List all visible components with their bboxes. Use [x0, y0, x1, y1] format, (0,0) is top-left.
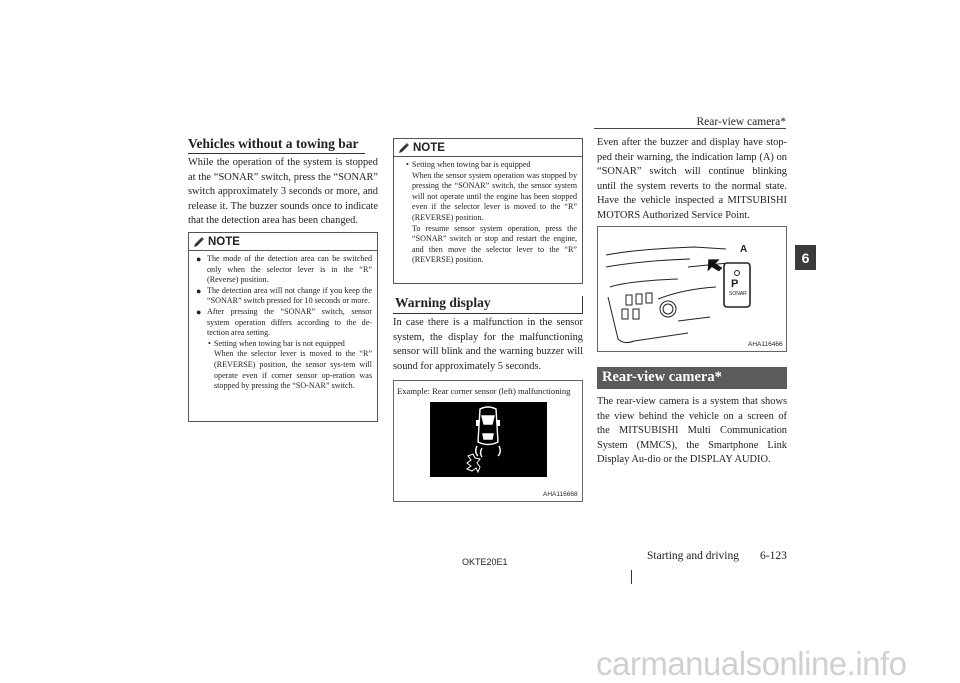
section-text-towing-bar: While the operation of the system is stopped at the “SONAR” switch, press the “SONAR” switch approximately 3 seconds or more, and release it. The buzzer sounds once to indicate that the detection area has been changed. — [188, 157, 378, 227]
section-title-warning-display: Warning display — [395, 295, 491, 310]
note-body — [189, 251, 377, 396]
header-title: Rear-view camera* — [696, 116, 786, 128]
note-box-detection-area — [188, 232, 378, 422]
sub-bullet-icon: • — [208, 338, 211, 348]
section-text-warning-display: In case there is a malfunction in the sensor system, the display for the malfunctioning sensor will blink and the warning buzzer will sound for approximately 5 seconds. — [393, 317, 583, 372]
header-rule — [594, 128, 786, 129]
note-sub-text: When the selector lever is moved to the “R” (REVERSE) position, the sensor sys-tem will operate even if corner sensor op-eration was stopped by pressing the “SO-NAR” switch. — [214, 349, 372, 391]
note-sub-heading: • Setting when towing bar is not equipped — [208, 338, 345, 348]
section-title-tick — [582, 296, 583, 314]
chapter-tab: 6 — [795, 245, 816, 270]
note-pencil-icon — [398, 142, 410, 154]
figure-sensor-malfunction — [393, 380, 583, 502]
footer-doc-code: OKTE20E1 — [462, 557, 508, 567]
note-pencil-icon — [193, 236, 205, 248]
section-title-rear-view-camera: Rear-view camera* — [597, 367, 787, 389]
sonar-switch-label: SONAR — [729, 291, 747, 297]
section-title-underline — [393, 313, 583, 314]
note-body — [394, 157, 582, 270]
callout-label-a: A — [740, 244, 748, 255]
sonar-switch-panel-illustration — [598, 227, 786, 351]
note-header — [189, 233, 377, 251]
footer-page-number: 6-123 — [760, 550, 787, 562]
section-title-towing-bar: Vehicles without a towing bar — [188, 136, 359, 151]
note-box-towing-bar — [393, 138, 583, 284]
sub-bullet-icon: • — [406, 160, 409, 169]
note-item: ● After pressing the “SONAR” switch, sensor system operation differs according to the de-tection area setting. — [196, 306, 372, 338]
figure-code: AHA116466 — [748, 341, 783, 348]
note-item: ● The mode of the detection area can be switched only when the selector lever is in the “R” (Reverse) position. — [196, 254, 372, 285]
display-screen — [430, 402, 547, 477]
car-sensor-icon — [430, 402, 547, 477]
figure-caption: Example: Rear corner sensor (left) malfunctioning — [397, 386, 571, 396]
bullet-icon: ● — [196, 306, 202, 317]
note-item: ● The detection area will not change if you keep the “SONAR” switch pressed for 10 seconds or more. — [196, 285, 372, 306]
bullet-icon: ● — [196, 254, 202, 264]
section-text-indication-lamp: Even after the buzzer and display have stop-ped their warning, the indication lamp (A) on “SONAR” switch will continue blinking until the system reverts to the normal state. Have the vehicle inspected a MITSUBISHI MOTORS Authorized Service Point. — [597, 137, 787, 221]
watermark: carmanualsonline.info — [596, 645, 907, 682]
note-sub-text: When the sensor system operation was stopped by pressing the “SONAR” switch, the sensor system will not operate until the engine has been stopped even if the selector lever is moved to the “R” (REVERSE) position. — [412, 170, 577, 222]
figure-sonar-switch — [597, 226, 787, 352]
note-label: NOTE — [208, 235, 240, 248]
figure-code: AHA116668 — [543, 491, 578, 498]
bullet-icon: ● — [196, 285, 202, 296]
footer-divider — [631, 570, 632, 584]
section-text-rear-view-camera: The rear-view camera is a system that shows the view behind the vehicle on a screen of the MITSUBISHI Multi Communication System (MMCS), the Smartphone Link Display Au-dio or the DISPLAY AUDIO. — [597, 396, 787, 466]
note-label: NOTE — [413, 141, 445, 154]
note-sub-text: To resume sensor system operation, press the “SONAR” switch or stop and restart the engine, and then move the selector lever to the “R” (REVERSE) position. — [412, 223, 577, 265]
sonar-p-icon: P — [731, 278, 739, 290]
footer-section-name: Starting and driving — [647, 550, 739, 562]
note-header — [394, 139, 582, 157]
note-sub-heading: • Setting when towing bar is equipped — [406, 160, 531, 169]
section-title-underline — [188, 153, 365, 154]
